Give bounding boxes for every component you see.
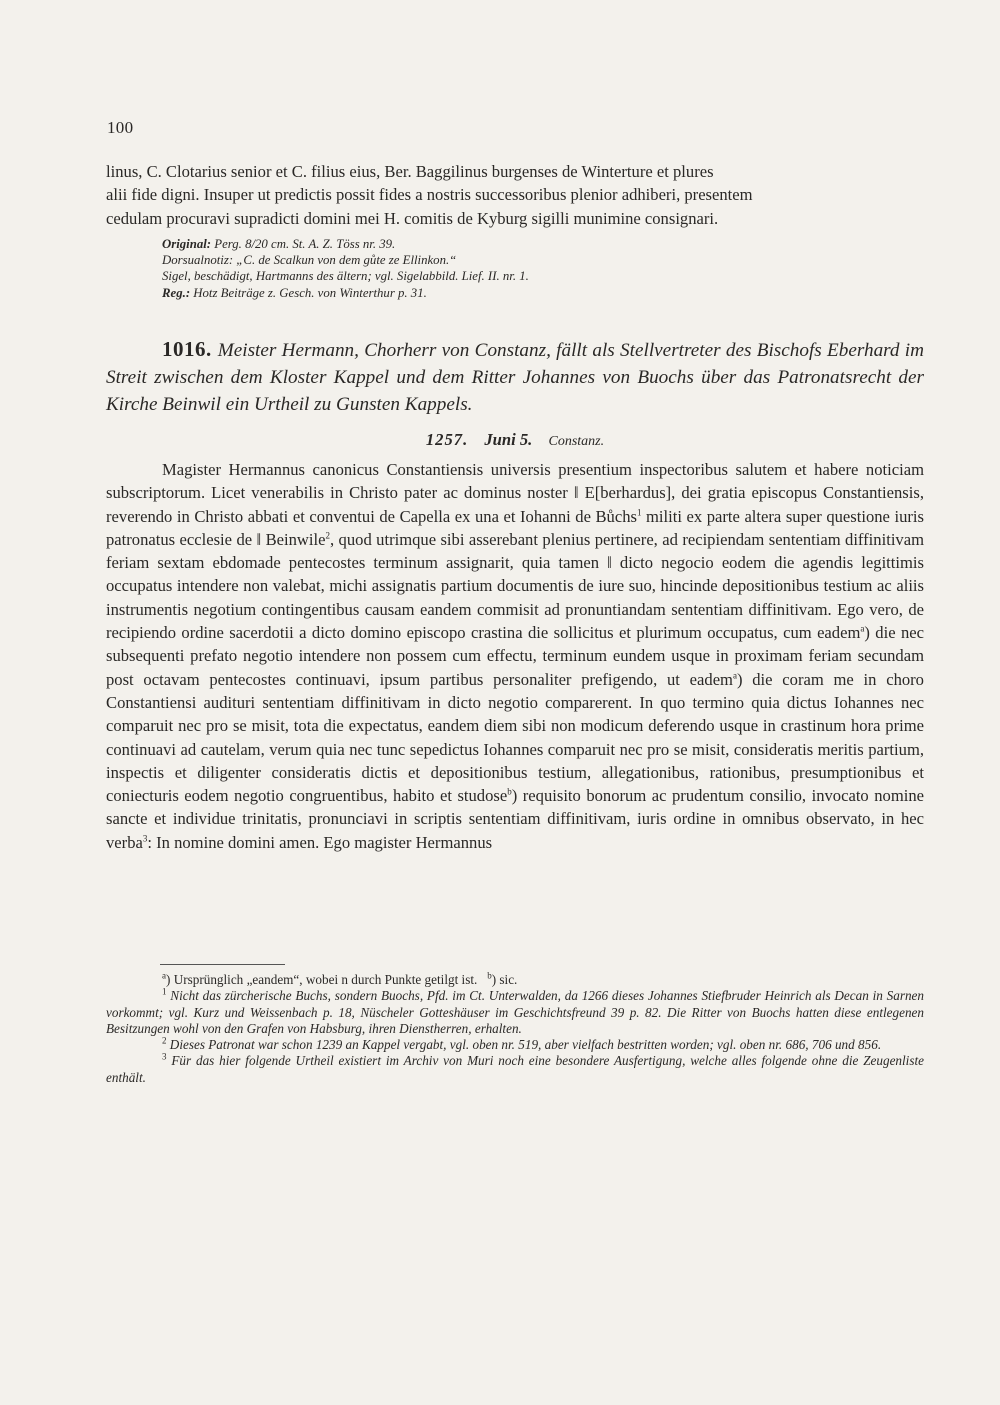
- text-segment: , quod utrimque sibi asserebant plenius pertinere, ad recipiendam sententiam diffinitivam feriam sextam ebdomade pentecostes terminum assignarit, quia tamen ‖ dicto negocio eodem die agendis legittimis occupatus intendere non valebat, michi assignatis partium documentis de iure suo, hincinde depositionibus testium ac aliis instrumentis negotium contingentibus causam eandem commisit ad pronuntiandam sententiam diffinitivam. Ego vero, de recipiendo ordine sacerdotii a dicto domino episcopo crastina die sollicitus et plurimum occupatus, cum eadem: [106, 529, 924, 643]
- text-line: alii fide digni. Insuper ut predictis possit fides a nostris successoribus plenior adhiberi, presentem: [106, 185, 753, 205]
- footnote-mark: a: [162, 970, 166, 981]
- text-line: linus, C. Clotarius senior et C. filius eius, Ber. Baggilinus burgenses de Winterture et plures: [106, 162, 714, 181]
- text-segment: Magister Hermannus canonicus Constantiensis universis presentium inspectoribus salutem et habere noticiam subscriptorum. Licet venerabilis in Christo pater ac dominus noster ‖ E[berhardus], dei gratia episcopus Constantiensis, reverendo in Christo abbati et conventui de Capella ex una et Iohanni de Bůchs: [106, 460, 924, 526]
- original-note: [162, 236, 980, 252]
- date-year: 1257.: [425, 430, 469, 449]
- footnote-text: Nicht das zürcherische Buchs, sondern Buochs, Pfd. im Ct. Unterwalden, da 1266 dieses Johannes Stiefbruder Heinrich als Decan in Sarnen vorkommt; vgl. Kurz und Weissenbach p. 18, Nüscheler Gotteshäuser im Geschichtsfreund 39 p. 82. Die Ritter von Buochs hatten diese entlegenen Besitzungen wohl von den Grafen von Habsburg, ihren Dienstherren, erhalten.: [106, 988, 924, 1036]
- footnote-ref: b: [507, 786, 512, 797]
- footnote-mark: 3: [162, 1052, 167, 1063]
- footnote-3: [106, 1053, 924, 1086]
- archive-notes: [106, 236, 980, 301]
- reg-label: Reg.:: [162, 285, 191, 300]
- document-number: 1016.: [162, 337, 212, 361]
- reg-value: Hotz Beiträge z. Gesch. von Winterthur p. 31.: [193, 285, 427, 300]
- text-line: cedulam procuravi supradicti domini mei H. comitis de Kyburg sigilli munimine consignari.: [106, 208, 719, 228]
- text-segment: : In nomine domini amen. Ego magister Hermannus: [147, 832, 493, 852]
- main-text: [106, 458, 924, 854]
- text-segment: militi ex parte altera super questione iuris patronatus ecclesie de ‖ Beinwile: [106, 506, 924, 549]
- document-title: Meister Hermann, Chorherr von Constanz, fällt als Stellvertreter des Bischofs Eberhard im Streit zwischen dem Kloster Kappel und dem Ritter Johannes von Buochs über das Patronatsrecht der Kirche Beinwil ein Urtheil zu Gunsten Kappels.: [106, 340, 924, 415]
- footnotes: [106, 972, 924, 1086]
- date-day: Juni 5.: [484, 430, 533, 449]
- dorsual-note: Dorsualnotiz: „C. de Scalkun von dem gůte ze Ellinkon.“: [162, 253, 457, 268]
- footnote-text: Für das hier folgende Urtheil existiert im Archiv von Muri noch eine besondere Ausfertigung, welche alles folgende ohne die Zeugenliste enthält.: [106, 1053, 924, 1085]
- footnote-mark: b: [487, 970, 492, 981]
- footnote-divider: [160, 964, 285, 965]
- original-label: Original:: [162, 237, 212, 251]
- footnote-ref: 2: [325, 530, 330, 541]
- footnote-mark: 1: [162, 986, 167, 997]
- text-segment: ) die nec subsequenti prefato negotio intendere non possem cum effectu, terminum eundem usque in proximam feriam secundam post octavam pentecostes continuavi, ipsum partibus personaliter prefigendo, ut eadem: [106, 623, 925, 689]
- text-segment: ) requisito bonorum ac prudentum consilio, invocato nomine sancte et individue trinitatis, pronunciavi in scriptis sententiam diffinitivam, iuris ordine in omnibus observato, in hec verba: [106, 786, 925, 852]
- footnote-ref: a: [860, 623, 865, 634]
- footnote-text: ) Ursprünglich „eandem“, wobei n durch Punkte getilgt ist.: [166, 972, 478, 987]
- page-number: 100: [107, 118, 134, 137]
- text-segment: ) die coram me in choro Constantiensi audituri sententiam diffinitivam in dicto negotio comparerent. In quo termino quia dictus Iohannes nec comparuit nec pro se misit, tota die expectatus, eandem diem sibi non modicum deferendo usque in crastinum hora prime continuavi ad cautelam, verum quia nec tunc sepedictus Iohannes comparuit nec pro se misit, consideratis meritis partium, inspectis et diligenter consideratis dictis et depositionibus testium, allegationibus, rationibus, presumptionibus et coniecturis eodem negotio congruentibus, habito et studose: [106, 669, 924, 806]
- seal-note: Sigel, beschädigt, Hartmanns des ältern; vgl. Sigelabbild. Lief. II. nr. 1.: [162, 269, 529, 284]
- document-date: [106, 428, 924, 454]
- footnote-2: [106, 1037, 924, 1053]
- footnote-ref: a: [732, 670, 737, 681]
- reg-note: [162, 285, 980, 301]
- footnote-text: Dieses Patronat war schon 1239 an Kappel vergabt, vgl. oben nr. 519, aber vielfach bestritten worden; vgl. oben nr. 686, 706 und 856.: [166, 1037, 882, 1053]
- main-paragraph: [106, 458, 924, 854]
- document-heading: [106, 336, 924, 418]
- footnote-ref: 1: [636, 507, 642, 518]
- footnote-1: [106, 988, 924, 1037]
- footnote-ref: 3: [142, 833, 148, 844]
- continuation-text: [106, 160, 924, 230]
- original-value: Perg. 8/20 cm. St. A. Z. Töss nr. 39.: [214, 237, 396, 251]
- footnote-text: ) sic.: [491, 972, 518, 987]
- footnote-a-b: [106, 972, 924, 988]
- date-place: Constanz.: [548, 434, 605, 449]
- footnote-mark: 2: [162, 1035, 167, 1046]
